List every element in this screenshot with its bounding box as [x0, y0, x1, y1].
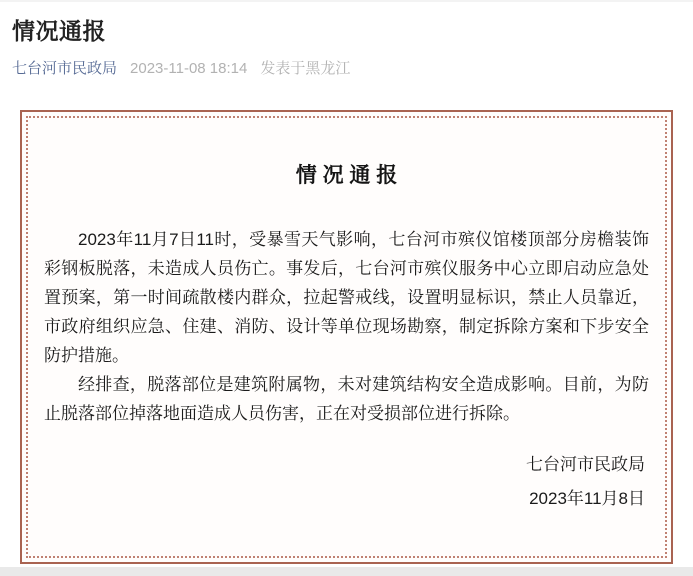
bottom-edge-strip: [0, 567, 693, 576]
notice-title: 情 况 通 报: [295, 164, 398, 187]
article-header: [0, 0, 693, 79]
notice-signature: 七台河市民政局: [526, 455, 645, 474]
notice-paragraph: 经排查，脱落部位是建筑附属物，未对建筑结构安全造成影响。目前，为防止脱落部位掉落地面造成人员伤害，正在对受损部位进行拆除。: [44, 375, 649, 423]
publish-timestamp: 2023-11-08 18:14: [130, 60, 248, 77]
notice-date: 2023年11月8日: [529, 489, 645, 508]
top-edge-divider: [0, 0, 693, 2]
notice-box: [20, 110, 673, 564]
notice-box-inner-border: [26, 116, 667, 558]
notice-paragraph: 2023年11月7日11时，受暴雪天气影响，七台河市殡仪馆楼顶部分房檐装饰彩钢板脱落，未造成人员伤亡。事发后，七台河市殡仪服务中心立即启动应急处置预案，第一时间疏散楼内群众，拉起警戒线，设置明显标识，禁止人员靠近，市政府组织应急、住建、消防、设计等单位现场勘察，制定拆除方案和下步安全防护措施。: [44, 230, 649, 365]
notice-signature-block: [44, 448, 649, 516]
notice-body: [44, 225, 649, 428]
account-name-link[interactable]: 七台河市民政局: [12, 60, 118, 77]
page-title: 情况通报: [12, 18, 106, 44]
publish-location: 发表于黑龙江: [260, 60, 351, 77]
article-meta-row: [12, 58, 681, 79]
